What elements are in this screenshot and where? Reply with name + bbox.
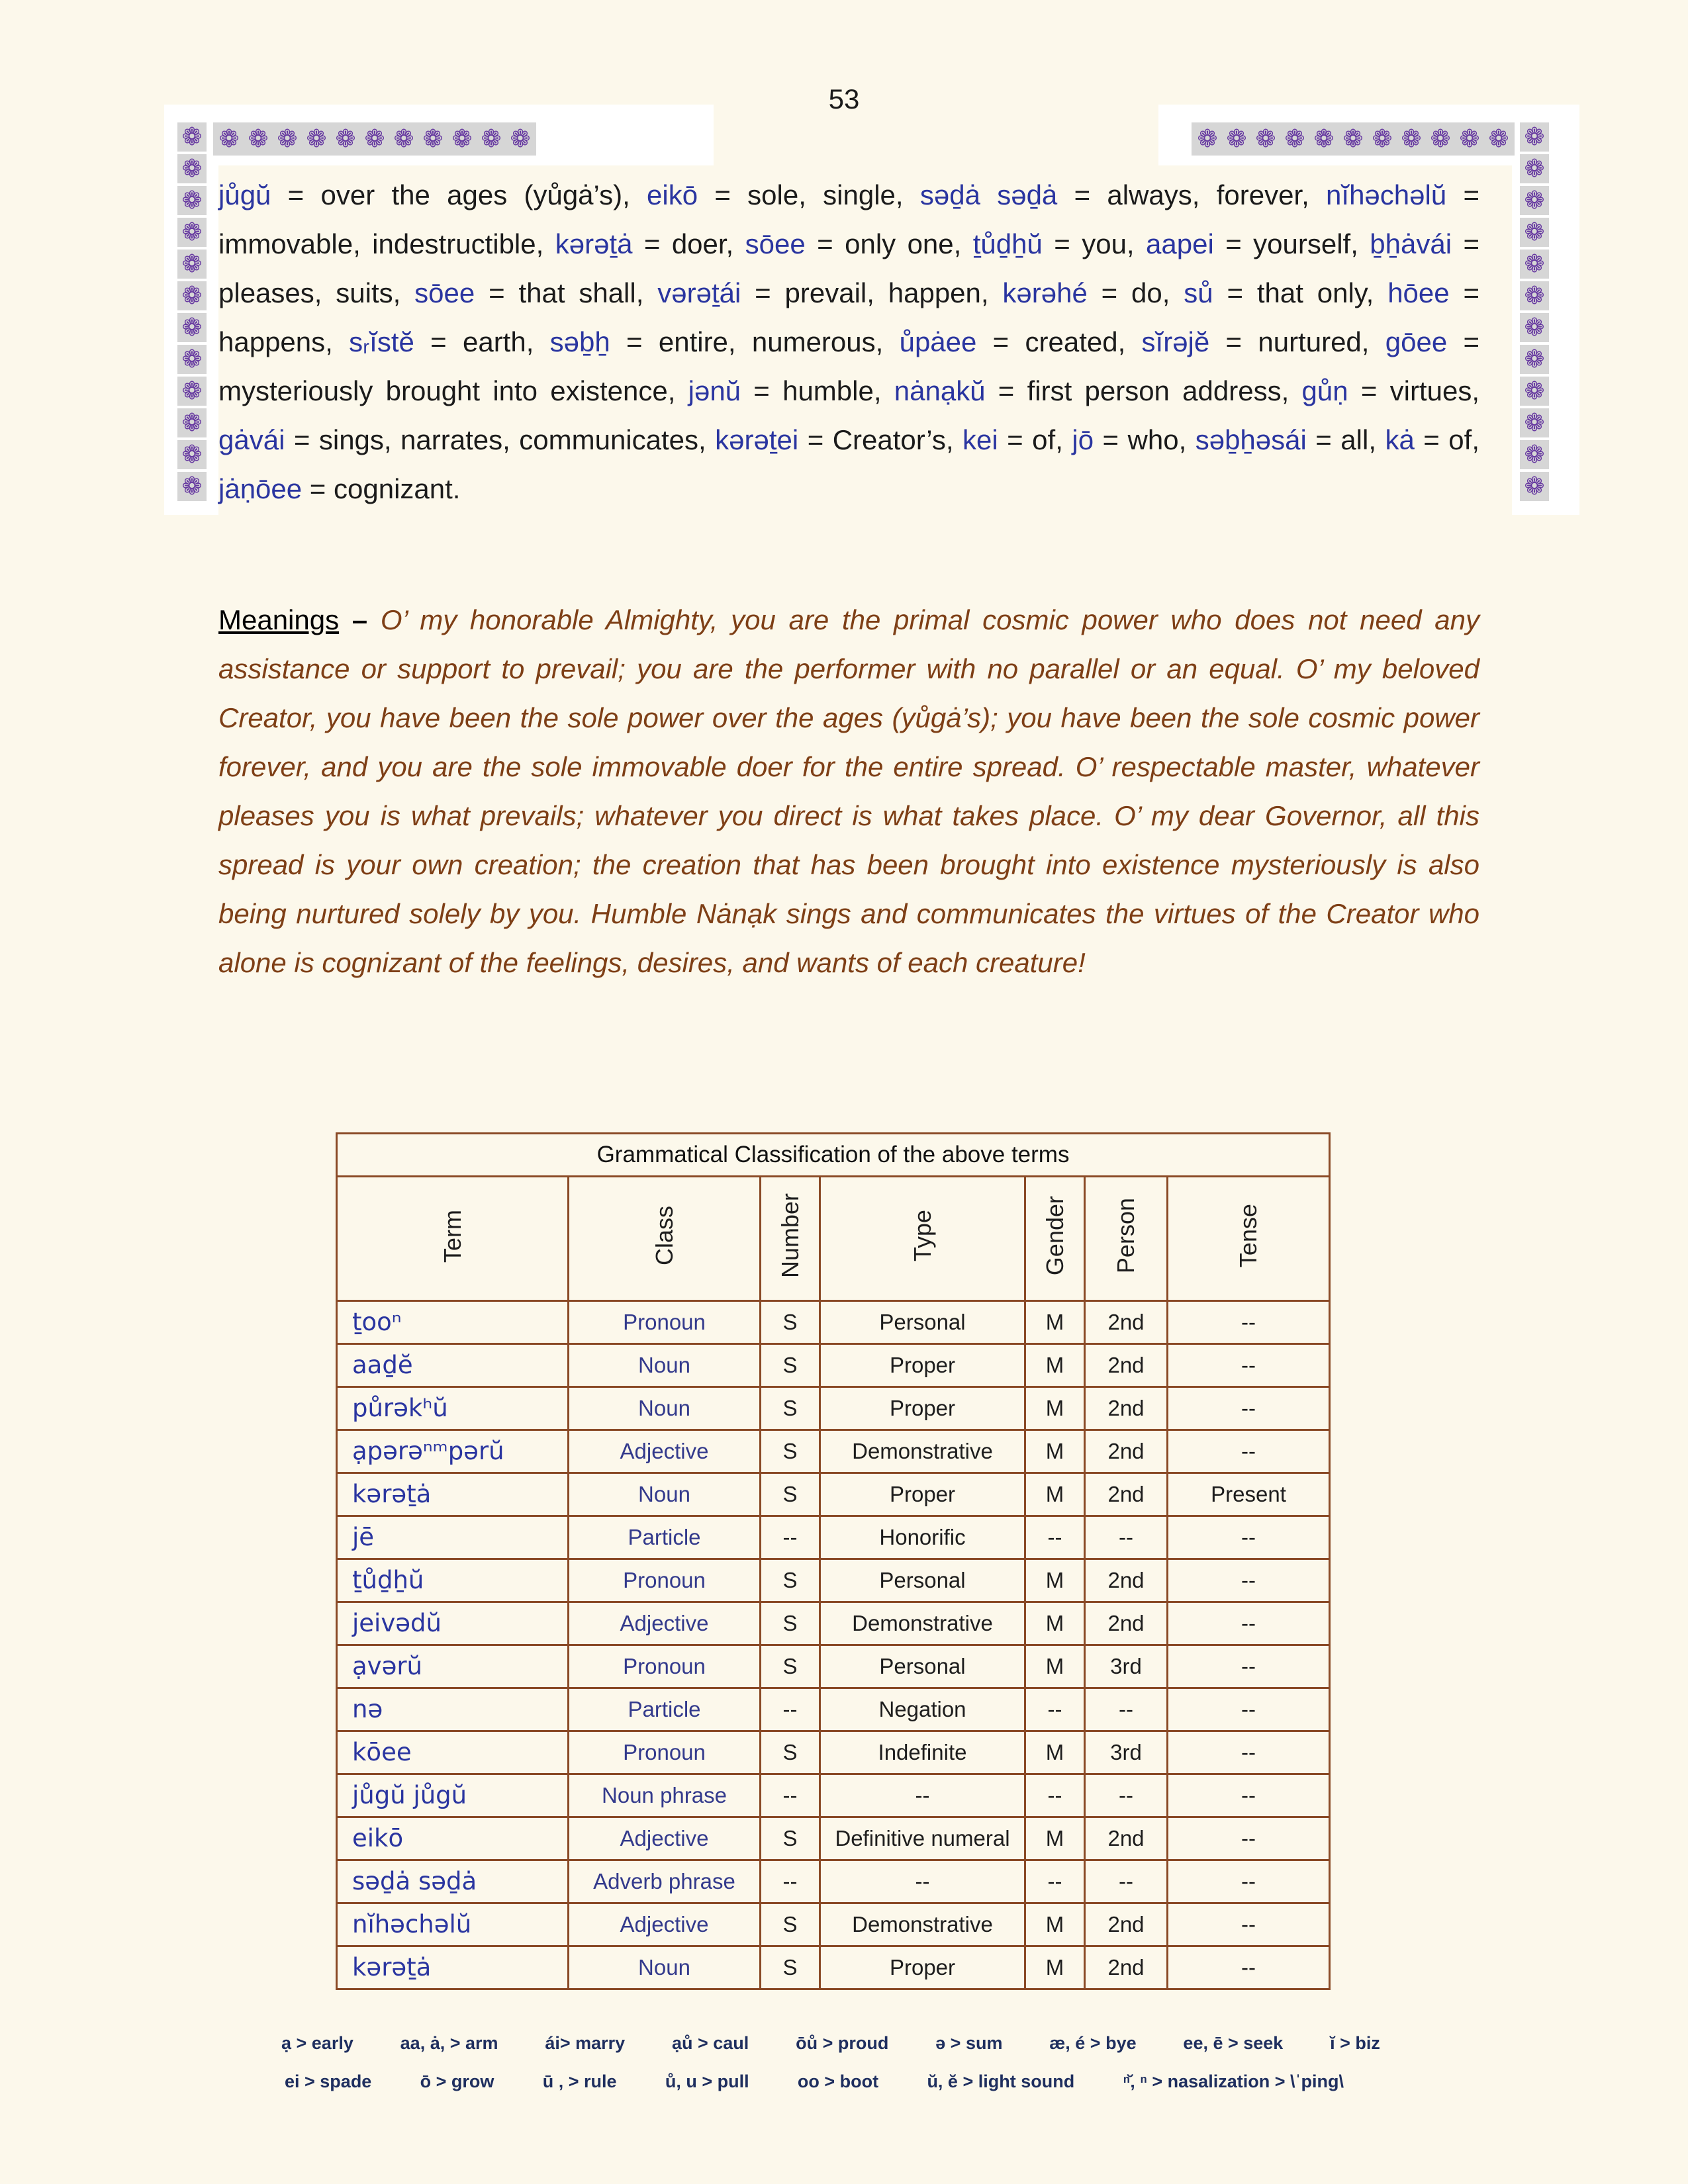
value-cell: -- <box>1168 1516 1330 1559</box>
pronunciation-entry: ō > grow <box>420 2071 494 2091</box>
table-row <box>337 1688 1330 1731</box>
table-title-row <box>337 1134 1330 1177</box>
definition-text: = all, <box>1306 424 1385 455</box>
definition-text: = that only, <box>1213 277 1388 308</box>
value-cell: S <box>761 1645 820 1688</box>
term-cell: kōee <box>337 1731 569 1774</box>
flower-icon: ❁ <box>1197 124 1218 153</box>
transliterated-term: səḇẖəsái <box>1195 424 1307 455</box>
pronunciation-entry: ŭ, ĕ > light sound <box>927 2071 1075 2091</box>
term-cell: səḏȧ səḏȧ <box>337 1860 569 1903</box>
value-cell: M <box>1025 1946 1085 1989</box>
value-cell: -- <box>761 1516 820 1559</box>
value-cell: S <box>761 1946 820 1989</box>
transliterated-term: sōee <box>745 228 806 259</box>
value-cell: M <box>1025 1559 1085 1602</box>
column-header-person <box>1085 1177 1168 1301</box>
pronunciation-entry: ĭ > biz <box>1330 2033 1380 2053</box>
pronunciation-entry: ei > spade <box>285 2071 372 2091</box>
table-row <box>337 1516 1330 1559</box>
value-cell: Pronoun <box>569 1301 761 1344</box>
value-cell: S <box>761 1387 820 1430</box>
table-body <box>337 1301 1330 1989</box>
flower-icon: ❁ <box>177 250 207 279</box>
table-row <box>337 1387 1330 1430</box>
term-cell: jůgŭ jůgŭ <box>337 1774 569 1817</box>
definition-text: = immovable, indestructible, <box>218 179 1480 259</box>
ornament-strip-right <box>1520 122 1549 501</box>
definition-text: = of, <box>1414 424 1479 455</box>
transliterated-term: jō <box>1072 424 1094 455</box>
value-cell: M <box>1025 1473 1085 1516</box>
term-cell: ṯooⁿ <box>337 1301 569 1344</box>
transliterated-term: gȧvái <box>218 424 285 455</box>
value-cell: Adjective <box>569 1430 761 1473</box>
definition-text: = created, <box>976 326 1142 357</box>
term-cell: jeivədŭ <box>337 1602 569 1645</box>
value-cell: 2nd <box>1085 1903 1168 1946</box>
flower-icon: ❁ <box>1488 124 1509 153</box>
value-cell: 2nd <box>1085 1602 1168 1645</box>
value-cell: Particle <box>569 1688 761 1731</box>
value-cell: -- <box>1168 1387 1330 1430</box>
value-cell: 2nd <box>1085 1946 1168 1989</box>
flower-icon: ❁ <box>1520 377 1549 406</box>
definition-text: = virtues, <box>1348 375 1479 406</box>
flower-icon: ❁ <box>177 472 207 501</box>
value-cell: M <box>1025 1430 1085 1473</box>
value-cell: Proper <box>820 1473 1025 1516</box>
pronunciation-entry: ee, ē > seek <box>1183 2033 1284 2053</box>
term-cell: nĭhəchəlŭ <box>337 1903 569 1946</box>
transliterated-term: kei <box>962 424 998 455</box>
flower-icon: ❁ <box>177 345 207 374</box>
term-cell: eikō <box>337 1817 569 1860</box>
flower-icon: ❁ <box>1520 408 1549 437</box>
value-cell: Adverb phrase <box>569 1860 761 1903</box>
value-cell: -- <box>1168 1430 1330 1473</box>
pronunciation-entry: ⁿ̆, ⁿ > nasalization > \ˈping\ <box>1123 2071 1344 2091</box>
flower-icon: ❁ <box>1430 124 1451 153</box>
flower-icon: ❁ <box>1313 124 1335 153</box>
flower-icon: ❁ <box>393 124 414 153</box>
column-header-gender <box>1025 1177 1085 1301</box>
definition-text: = yourself, <box>1213 228 1370 259</box>
definition-text: = always, forever, <box>1057 179 1327 210</box>
value-cell: -- <box>1168 1860 1330 1903</box>
flower-icon: ❁ <box>1520 186 1549 215</box>
transliterated-term: vərəṯái <box>657 277 741 308</box>
value-cell: 2nd <box>1085 1559 1168 1602</box>
transliterated-term: jůgŭ <box>218 179 271 210</box>
table-row <box>337 1645 1330 1688</box>
ornament-strip-top-right <box>1192 122 1515 156</box>
term-cell: jē <box>337 1516 569 1559</box>
table-row <box>337 1731 1330 1774</box>
value-cell: -- <box>1168 1946 1330 1989</box>
transliterated-term: kərəhé <box>1002 277 1088 308</box>
value-cell: -- <box>761 1860 820 1903</box>
value-cell: Proper <box>820 1387 1025 1430</box>
flower-icon: ❁ <box>1372 124 1393 153</box>
flower-icon: ❁ <box>335 124 356 153</box>
definition-text: = doer, <box>632 228 745 259</box>
value-cell: Pronoun <box>569 1731 761 1774</box>
pronunciation-entry: ōů > proud <box>796 2033 889 2053</box>
value-cell: Noun <box>569 1344 761 1387</box>
value-cell: Adjective <box>569 1602 761 1645</box>
value-cell: S <box>761 1731 820 1774</box>
pronunciation-entry: aa, ȧ, > arm <box>400 2033 498 2053</box>
value-cell: -- <box>820 1860 1025 1903</box>
value-cell: M <box>1025 1903 1085 1946</box>
flower-icon: ❁ <box>177 281 207 310</box>
flower-icon: ❁ <box>177 313 207 342</box>
value-cell: Adjective <box>569 1817 761 1860</box>
value-cell: -- <box>761 1774 820 1817</box>
flower-icon: ❁ <box>177 440 207 469</box>
value-cell: -- <box>1025 1688 1085 1731</box>
value-cell: Demonstrative <box>820 1602 1025 1645</box>
value-cell: Negation <box>820 1688 1025 1731</box>
ornament-strip-top-left <box>213 122 536 156</box>
value-cell: -- <box>1168 1688 1330 1731</box>
transliterated-term: sĭrəjĕ <box>1141 326 1210 357</box>
term-cell: ṯůḏẖŭ <box>337 1559 569 1602</box>
column-header-label: Type <box>908 1210 936 1262</box>
table-row <box>337 1903 1330 1946</box>
flower-icon: ❁ <box>306 124 327 153</box>
transliterated-term: gůṇ <box>1301 375 1348 406</box>
value-cell: S <box>761 1301 820 1344</box>
value-cell: Present <box>1168 1473 1330 1516</box>
value-cell: Personal <box>820 1559 1025 1602</box>
flower-icon: ❁ <box>1520 122 1549 152</box>
value-cell: S <box>761 1817 820 1860</box>
table-row <box>337 1946 1330 1989</box>
value-cell: Proper <box>820 1946 1025 1989</box>
table-header-row <box>337 1177 1330 1301</box>
page-number: 53 <box>828 83 860 114</box>
value-cell: 2nd <box>1085 1430 1168 1473</box>
flower-icon: ❁ <box>1342 124 1364 153</box>
transliterated-term: kȧ <box>1385 424 1415 455</box>
value-cell: -- <box>1168 1559 1330 1602</box>
value-cell: Noun <box>569 1387 761 1430</box>
transliterated-term: ṯůḏẖŭ <box>972 228 1043 259</box>
table-row <box>337 1344 1330 1387</box>
value-cell: Indefinite <box>820 1731 1025 1774</box>
flower-icon: ❁ <box>1520 218 1549 247</box>
transliterated-term: hōee <box>1387 277 1450 308</box>
flower-icon: ❁ <box>177 186 207 215</box>
column-header-tense <box>1168 1177 1330 1301</box>
value-cell: 3rd <box>1085 1645 1168 1688</box>
pronunciation-guide-row-1 <box>281 2033 1380 2054</box>
value-cell: 2nd <box>1085 1817 1168 1860</box>
flower-icon: ❁ <box>364 124 385 153</box>
table-title: Grammatical Classification of the above terms <box>337 1134 1330 1177</box>
pronunciation-guide-row-2 <box>285 2071 1344 2092</box>
table-row <box>337 1817 1330 1860</box>
definition-text: = you, <box>1042 228 1147 259</box>
value-cell: -- <box>1025 1774 1085 1817</box>
grammar-classification-table <box>336 1132 1331 1990</box>
definition-text: = earth, <box>414 326 550 357</box>
column-header-label: Person <box>1112 1198 1139 1274</box>
value-cell: 2nd <box>1085 1387 1168 1430</box>
transliterated-term: jȧṇōee <box>218 473 303 504</box>
value-cell: Proper <box>820 1344 1025 1387</box>
value-cell: M <box>1025 1344 1085 1387</box>
flower-icon: ❁ <box>177 154 207 183</box>
value-cell: S <box>761 1473 820 1516</box>
value-cell: -- <box>761 1688 820 1731</box>
column-header-label: Gender <box>1041 1196 1068 1276</box>
value-cell: Demonstrative <box>820 1430 1025 1473</box>
definition-text: = who, <box>1094 424 1196 455</box>
pronunciation-entry: ạ > early <box>281 2033 353 2053</box>
column-header-term <box>337 1177 569 1301</box>
definition-text: = pleases, suits, <box>218 228 1480 308</box>
pronunciation-entry: æ, é > bye <box>1049 2033 1137 2053</box>
table-row <box>337 1559 1330 1602</box>
value-cell: 2nd <box>1085 1473 1168 1516</box>
table-row <box>337 1774 1330 1817</box>
term-cell: ạpərəⁿᵐpərŭ <box>337 1430 569 1473</box>
term-cell: kərəṯȧ <box>337 1473 569 1516</box>
value-cell: M <box>1025 1602 1085 1645</box>
transliterated-term: kərəṯȧ <box>555 228 633 259</box>
value-cell: -- <box>1168 1645 1330 1688</box>
transliterated-term: ḇẖȧvái <box>1370 228 1452 259</box>
definition-text: = nurtured, <box>1209 326 1385 357</box>
transliterated-term: aapei <box>1146 228 1214 259</box>
definition-text: = entire, numerous, <box>610 326 900 357</box>
flower-icon: ❁ <box>177 218 207 247</box>
flower-icon: ❁ <box>1401 124 1422 153</box>
definition-text: = cognizant. <box>302 473 461 504</box>
flower-icon: ❁ <box>1284 124 1305 153</box>
transliterated-term: səḇẖ <box>549 326 610 357</box>
table-row <box>337 1602 1330 1645</box>
pronunciation-entry: ū , > rule <box>542 2071 617 2091</box>
value-cell: -- <box>1168 1731 1330 1774</box>
value-cell: M <box>1025 1731 1085 1774</box>
flower-icon: ❁ <box>1520 472 1549 501</box>
value-cell: Particle <box>569 1516 761 1559</box>
value-cell: -- <box>1168 1344 1330 1387</box>
definition-text: = humble, <box>741 375 894 406</box>
transliterated-term: sᵣĭstĕ <box>349 326 414 357</box>
flower-icon: ❁ <box>218 124 240 153</box>
flower-icon: ❁ <box>451 124 473 153</box>
value-cell: M <box>1025 1387 1085 1430</box>
value-cell: -- <box>1085 1774 1168 1817</box>
ornament-strip-left <box>177 122 207 501</box>
flower-icon: ❁ <box>177 408 207 437</box>
value-cell: -- <box>1085 1516 1168 1559</box>
term-cell: ạvərŭ <box>337 1645 569 1688</box>
flower-icon: ❁ <box>248 124 269 153</box>
value-cell: Noun <box>569 1473 761 1516</box>
flower-icon: ❁ <box>1255 124 1276 153</box>
column-header-class <box>569 1177 761 1301</box>
transliterated-term: nȧnạkŭ <box>894 375 986 406</box>
column-header-label: Term <box>438 1209 466 1263</box>
transliterated-term: nĭhəchəlŭ <box>1326 179 1447 210</box>
value-cell: -- <box>1168 1301 1330 1344</box>
value-cell: Definitive numeral <box>820 1817 1025 1860</box>
pronunciation-entry: ái> marry <box>545 2033 626 2053</box>
transliterated-term: ůpȧee <box>899 326 977 357</box>
pronunciation-entry: ů, u > pull <box>665 2071 749 2091</box>
value-cell: -- <box>1168 1903 1330 1946</box>
flower-icon: ❁ <box>1520 313 1549 342</box>
meanings-paragraph <box>218 596 1479 987</box>
flower-icon: ❁ <box>481 124 502 153</box>
flower-icon: ❁ <box>177 377 207 406</box>
value-cell: S <box>761 1602 820 1645</box>
table-row <box>337 1860 1330 1903</box>
pronunciation-entry: ə > sum <box>935 2033 1003 2053</box>
value-cell: S <box>761 1344 820 1387</box>
value-cell: Adjective <box>569 1903 761 1946</box>
value-cell: M <box>1025 1817 1085 1860</box>
column-header-label: Class <box>650 1206 678 1266</box>
value-cell: -- <box>1168 1774 1330 1817</box>
flower-icon: ❁ <box>1520 250 1549 279</box>
definition-text: = prevail, happen, <box>741 277 1003 308</box>
column-header-label: Number <box>776 1193 804 1279</box>
definition-text: = do, <box>1087 277 1184 308</box>
flower-icon: ❁ <box>277 124 298 153</box>
definition-text: = first person address, <box>985 375 1302 406</box>
value-cell: M <box>1025 1301 1085 1344</box>
pronunciation-entry: ạů > caul <box>671 2033 749 2053</box>
flower-icon: ❁ <box>1226 124 1247 153</box>
flower-icon: ❁ <box>1520 345 1549 374</box>
flower-icon: ❁ <box>422 124 444 153</box>
definition-text: = Creator’s, <box>798 424 963 455</box>
glossary-paragraph <box>218 171 1479 514</box>
meanings-label: Meanings <box>218 604 340 635</box>
value-cell: Honorific <box>820 1516 1025 1559</box>
transliterated-term: sů <box>1184 277 1213 308</box>
definition-text: = sole, single, <box>698 179 920 210</box>
flower-icon: ❁ <box>1520 440 1549 469</box>
table-row <box>337 1301 1330 1344</box>
column-header-type <box>820 1177 1025 1301</box>
value-cell: S <box>761 1903 820 1946</box>
value-cell: Personal <box>820 1301 1025 1344</box>
value-cell: -- <box>1085 1688 1168 1731</box>
value-cell: Personal <box>820 1645 1025 1688</box>
definition-text: = over the ages (yůgȧ’s), <box>271 179 647 210</box>
flower-icon: ❁ <box>510 124 531 153</box>
value-cell: S <box>761 1430 820 1473</box>
transliterated-term: səḏȧ səḏȧ <box>919 179 1058 210</box>
table-row <box>337 1473 1330 1516</box>
flower-icon: ❁ <box>1459 124 1480 153</box>
value-cell: 3rd <box>1085 1731 1168 1774</box>
column-header-number <box>761 1177 820 1301</box>
transliterated-term: sōee <box>414 277 475 308</box>
definition-text: = of, <box>998 424 1072 455</box>
value-cell: -- <box>1085 1860 1168 1903</box>
value-cell: M <box>1025 1645 1085 1688</box>
transliterated-term: gōee <box>1385 326 1448 357</box>
value-cell: Demonstrative <box>820 1903 1025 1946</box>
term-cell: aaḏĕ <box>337 1344 569 1387</box>
flower-icon: ❁ <box>1520 154 1549 183</box>
definition-text: = happens, <box>218 277 1480 357</box>
definition-text: = mysteriously brought into existence, <box>218 326 1480 406</box>
value-cell: -- <box>1025 1860 1085 1903</box>
value-cell: S <box>761 1559 820 1602</box>
transliterated-term: jənŭ <box>688 375 741 406</box>
definition-text: = that shall, <box>475 277 658 308</box>
value-cell: Noun phrase <box>569 1774 761 1817</box>
term-cell: půrəkʰŭ <box>337 1387 569 1430</box>
definition-text: = only one, <box>805 228 973 259</box>
meanings-dash: – <box>339 604 381 635</box>
value-cell: Pronoun <box>569 1645 761 1688</box>
table-row <box>337 1430 1330 1473</box>
value-cell: Noun <box>569 1946 761 1989</box>
value-cell: 2nd <box>1085 1301 1168 1344</box>
transliterated-term: eikō <box>647 179 698 210</box>
value-cell: 2nd <box>1085 1344 1168 1387</box>
term-cell: nə <box>337 1688 569 1731</box>
value-cell: -- <box>1168 1602 1330 1645</box>
term-cell: kərəṯȧ <box>337 1946 569 1989</box>
value-cell: Pronoun <box>569 1559 761 1602</box>
pronunciation-entry: oo > boot <box>797 2071 879 2091</box>
flower-icon: ❁ <box>177 122 207 152</box>
value-cell: -- <box>1025 1516 1085 1559</box>
value-cell: -- <box>820 1774 1025 1817</box>
flower-icon: ❁ <box>1520 281 1549 310</box>
meanings-text: O’ my honorable Almighty, you are the primal cosmic power who does not need any assistance or support to prevail; you are the performer with no parallel or an equal. O’ my beloved Creator, you have been the sole power over the ages (yůgȧ’s); you have been the sole cosmic power forever, and you are the sole immovable doer for the entire spread. O’ respectable master, whatever pleases you is what prevails; whatever you direct is what takes place. O’ my dear Governor, all this spread is your own creation; the creation that has been brought into existence mysteriously is also being nurtured solely by you. Humble Nȧnạk sings and communicates the virtues of the Creator who alone is cognizant of the feelings, desires, and wants of each creature! <box>218 604 1479 978</box>
column-header-label: Tense <box>1235 1204 1262 1268</box>
value-cell: -- <box>1168 1817 1330 1860</box>
transliterated-term: kərəṯei <box>715 424 799 455</box>
definition-text: = sings, narrates, communicates, <box>285 424 716 455</box>
